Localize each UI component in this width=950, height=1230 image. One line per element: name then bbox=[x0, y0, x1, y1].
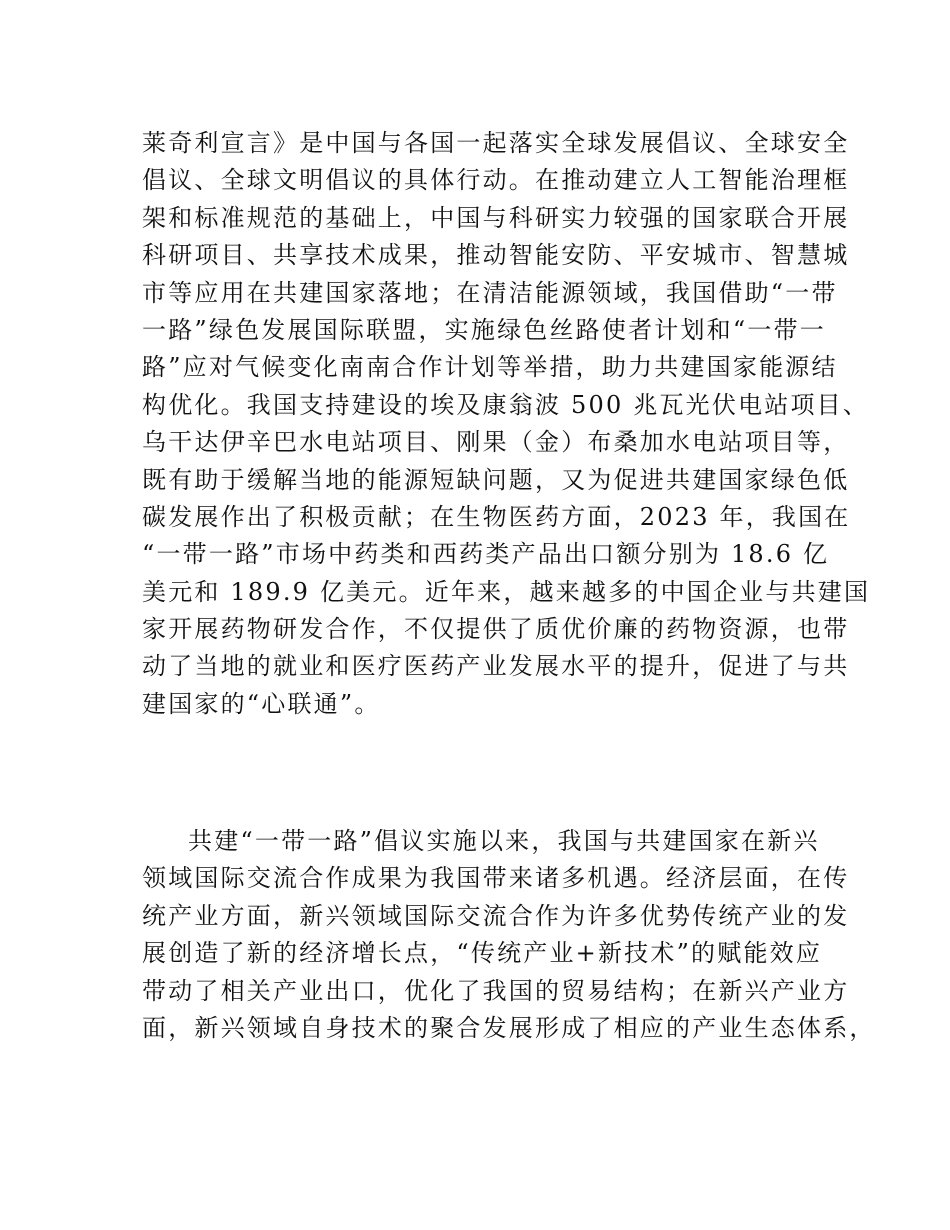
text-line: 建国家的“心联通”。 bbox=[142, 689, 381, 718]
text-line: 统产业方面，新兴领域国际交流合作为许多优势传统产业的发 bbox=[142, 901, 850, 930]
text-line: 市等应用在共建国家落地；在清洁能源领域，我国借助“一带 bbox=[142, 278, 838, 307]
paragraph-1 bbox=[142, 125, 871, 723]
text-line: 路”应对气候变化南南合作计划等举措，助力共建国家能源结 bbox=[142, 353, 838, 382]
text-line: 动了当地的就业和医疗医药产业发展水平的提升，促进了与共 bbox=[142, 652, 850, 681]
text-line: 乌干达伊辛巴水电站项目、刚果（金）布桑加水电站项目等， bbox=[142, 428, 850, 457]
text-line: 领域国际交流合作成果为我国带来诸多机遇。经济层面，在传 bbox=[142, 864, 850, 893]
text-line: 家开展药物研发合作，不仅提供了质优价廉的药物资源，也带 bbox=[142, 615, 850, 644]
text-line: 面，新兴领域自身技术的聚合发展形成了相应的产业生态体系， bbox=[142, 1013, 876, 1042]
text-line: 倡议、全球文明倡议的具体行动。在推动建立人工智能治理框 bbox=[142, 166, 850, 195]
text-line: 带动了相关产业出口，优化了我国的贸易结构；在新兴产业方 bbox=[142, 976, 850, 1005]
text-line: 科研项目、共享技术成果，推动智能安防、平安城市、智慧城 bbox=[142, 241, 850, 270]
text-line: 碳发展作出了积极贡献；在生物医药方面，2023 年，我国在 bbox=[142, 502, 851, 531]
text-line: 架和标准规范的基础上，中国与科研实力较强的国家联合开展 bbox=[142, 203, 850, 232]
text-line: 展创造了新的经济增长点，“传统产业+新技术”的赋能效应 bbox=[142, 939, 823, 968]
text-line: “一带一路”市场中药类和西药类产品出口额分别为 18.6 亿 bbox=[142, 540, 830, 569]
text-line: 莱奇利宣言》是中国与各国一起落实全球发展倡议、全球安全 bbox=[142, 129, 850, 157]
text-line: 共建“一带一路”倡议实施以来，我国与共建国家在新兴 bbox=[188, 827, 820, 855]
paragraph-2 bbox=[142, 823, 876, 1047]
text-line: 构优化。我国支持建设的埃及康翁波 500 兆瓦光伏电站项目、 bbox=[142, 390, 870, 419]
text-line: 一路”绿色发展国际联盟，实施绿色丝路使者计划和“一带一 bbox=[142, 315, 826, 344]
text-line: 既有助于缓解当地的能源短缺问题，又为促进共建国家绿色低 bbox=[142, 465, 850, 494]
text-line: 美元和 189.9 亿美元。近年来，越来越多的中国企业与共建国 bbox=[142, 577, 871, 606]
